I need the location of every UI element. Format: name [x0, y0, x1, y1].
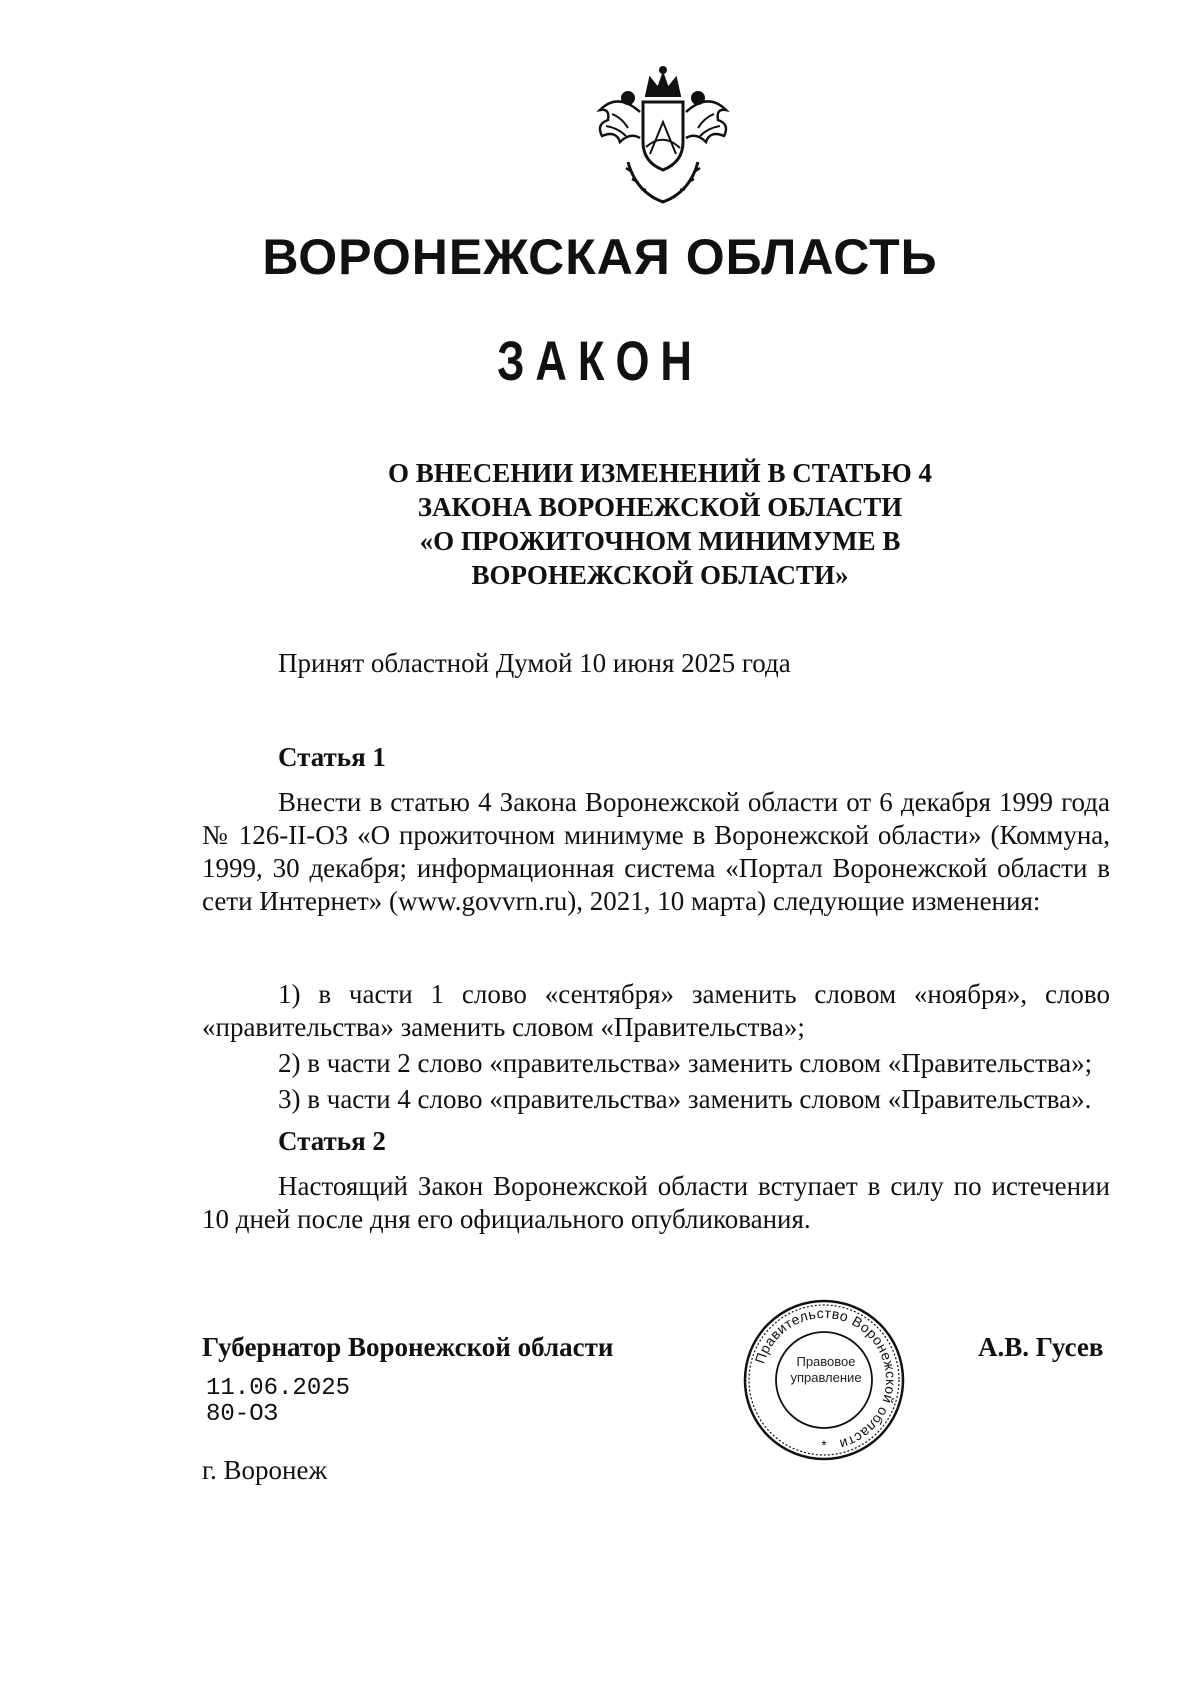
law-title-line: «О ПРОЖИТОЧНОМ МИНИМУМЕ В [419, 526, 901, 556]
signatory-position: Губернатор Воронежской области [202, 1332, 614, 1362]
stamp-center-line: управление [790, 1370, 862, 1385]
stamp-ring-text: Правительство Воронежской области [751, 1304, 900, 1453]
list-item: 3) в части 4 слово «правительства» заменить словом «Правительства». [278, 1084, 1092, 1114]
stamp-center [790, 1354, 862, 1386]
coat-of-arms-icon [588, 62, 738, 212]
article-1-paragraph: Внести в статью 4 Закона Воронежской области от 6 декабря 1999 года № 126-II-ОЗ «О прожиточном минимуме в Воронежской области» (Коммуна, 1999, 30 декабря; информационная система «Портал Воронежской области в сети Интернет» (www.govvrn.ru), 2021, 10 марта) следующие изменения: [202, 787, 1110, 916]
registration-number: 80-ОЗ [206, 1401, 279, 1428]
article-1-heading: Статья 1 [278, 742, 386, 772]
article-1-items [202, 978, 1110, 1119]
law-title-line: ЗАКОНА ВОРОНЕЖСКОЙ ОБЛАСТИ [417, 492, 903, 522]
list-item: 2) в части 2 слово «правительства» заменить словом «Правительства»; [278, 1048, 1093, 1078]
document-type: ЗАКОН [497, 329, 703, 392]
city: г. Воронеж [202, 1455, 328, 1485]
law-title [0, 456, 1200, 592]
region-name: ВОРОНЕЖСКАЯ ОБЛАСТЬ [262, 229, 938, 285]
list-item: 1) в части 1 слово «сентября» заменить словом «ноября», слово «правительства» заменить словом «Правительства»; [202, 979, 1110, 1042]
article-2-text: Настоящий Закон Воронежской области вступает в силу по истечении 10 дней после дня его официального опубликования. [202, 1171, 1110, 1234]
stamp-star: * [821, 1437, 827, 1453]
adoption-note: Принят областной Думой 10 июня 2025 года [278, 648, 791, 678]
signatory-name: А.В. Гусев [978, 1332, 1104, 1362]
stamp-center-line: Правовое [796, 1354, 856, 1369]
registration-date: 11.06.2025 [206, 1375, 351, 1402]
law-title-line: ВОРОНЕЖСКОЙ ОБЛАСТИ» [471, 560, 849, 590]
article-1-text [202, 786, 1110, 918]
article-2-heading: Статья 2 [278, 1126, 386, 1156]
law-title-line: О ВНЕСЕНИИ ИЗМЕНЕНИЙ В СТАТЬЮ 4 [387, 458, 933, 488]
